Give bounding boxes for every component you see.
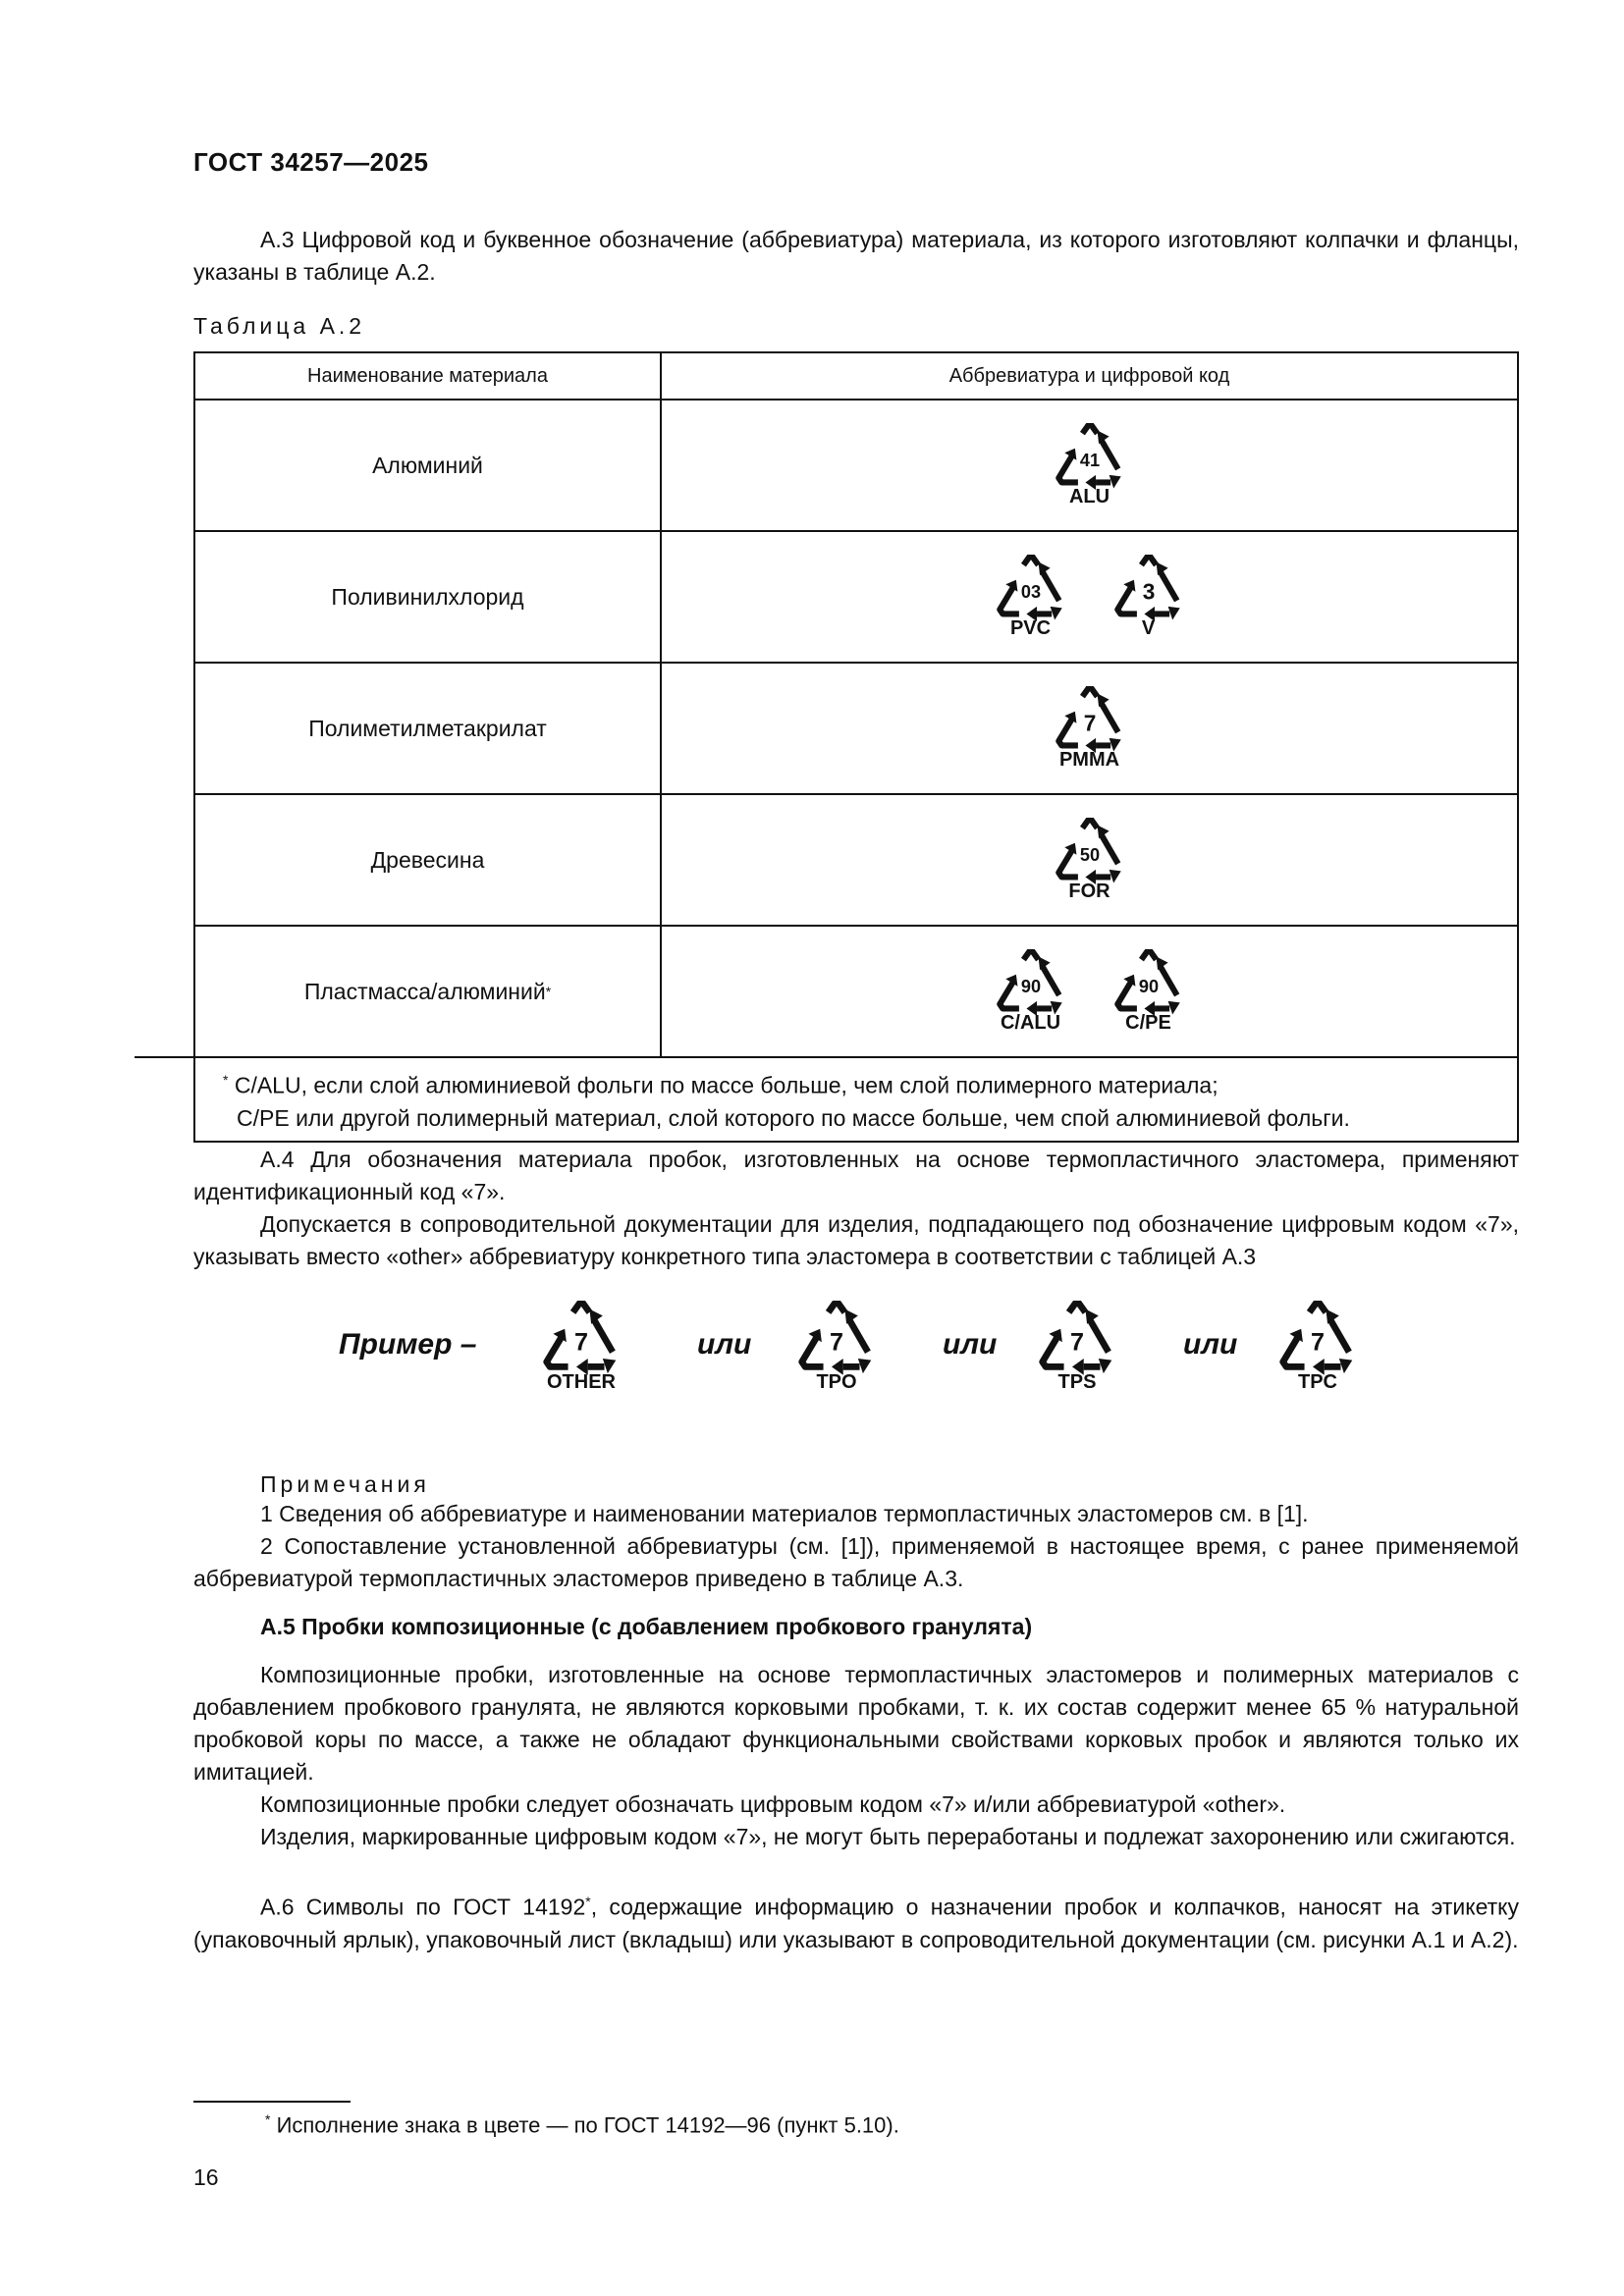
recycling-code-symbol [1053, 686, 1127, 772]
material-name-cell [195, 927, 662, 1056]
material-name: Древесина [370, 846, 485, 873]
example-code-abbreviation: TPS [1057, 1371, 1097, 1393]
column-header-material-name: Наименование материала [195, 353, 662, 399]
paragraph-a5-2: Композиционные пробки следует обозначать цифровым кодом «7» и/или аббревиатурой «other». [260, 1791, 1286, 1817]
material-name-cell [195, 400, 662, 530]
paragraph-a6 [193, 1886, 1519, 1956]
example-separator: или [943, 1328, 998, 1361]
recycling-code-symbol [1053, 423, 1127, 508]
material-name: Полиметилметакрилат [308, 715, 547, 741]
recycling-triangle-icon [540, 1301, 623, 1375]
note-2: 2 Сопоставление установленной аббревиатуры (см. [1]), применяемой в настоящее время, с ранее применяемой аббревиатурой термопластичных эластомеров приведено в таблице А.3. [193, 1533, 1519, 1591]
recycling-triangle-icon [994, 949, 1068, 1016]
paragraph-a4-allowance: Допускается в сопроводительной документации для изделия, подпадающего под обозначение цифровым кодом «7», указывать вместо «other» аббревиатуру конкретного типа эластомера в соответствии с таблицей А.3 [193, 1211, 1519, 1269]
recycling-code-abbreviation: V [1141, 616, 1156, 639]
recycling-triangle-icon [795, 1301, 878, 1375]
recycling-triangle-icon [1053, 423, 1127, 490]
recycling-code-abbreviation: FOR [1068, 880, 1110, 902]
table-footnote-line-2: C/PE или другой полимерный материал, слой которого по массе больше, чем спой алюминиевой фольги. [237, 1104, 1350, 1131]
svg-text:90: 90 [1138, 976, 1159, 996]
recycling-code-symbol [1111, 949, 1186, 1035]
paragraph-a5-1: Композиционные пробки, изготовленные на основе термопластичных эластомеров и полимерных материалов с добавлением пробкового гранулята, не являются корковыми пробками, т. к. их состав содержит менее 65 % натуральной пробковой коры по массе, а также не обладают функциональными свойствами корковых пробок и являются только их имитацией. [193, 1662, 1519, 1785]
material-code-table [193, 351, 1519, 1143]
svg-text:50: 50 [1079, 844, 1100, 865]
example-code-abbreviation: TPO [816, 1371, 857, 1393]
recycling-code-symbol [1053, 818, 1127, 903]
example-recycling-symbol [795, 1301, 878, 1394]
paragraph-a6-mark: * [585, 1894, 591, 1909]
paragraph-a6-end: , содержащие информацию о назначении пробок и колпачков, наносят на этикетку (упаковочный ярлык), упаковочный лист (вкладыш) или указывают в сопроводительной документации (см. рисунки А.1 и А.2). [193, 1894, 1519, 1952]
material-name-cell [195, 664, 662, 793]
material-name-cell [195, 532, 662, 662]
recycling-code-abbreviation: PMMA [1058, 748, 1120, 771]
footnote-divider [193, 2101, 351, 2103]
code-cell [662, 400, 1517, 530]
recycling-code-symbol [1111, 555, 1186, 640]
recycling-code-symbol [994, 949, 1068, 1035]
svg-text:90: 90 [1020, 976, 1041, 996]
recycling-triangle-icon [994, 555, 1068, 621]
notes-title: Примечания [260, 1471, 430, 1497]
table-footnote [135, 1056, 1517, 1141]
example-recycling-symbol [1276, 1301, 1359, 1394]
code-cell [662, 664, 1517, 793]
recycling-code-symbol [994, 555, 1068, 640]
paragraph-a6-start: А.6 Символы по ГОСТ 14192 [260, 1894, 586, 1920]
example-label: Пример – [339, 1328, 477, 1361]
recycling-code-abbreviation: PVC [1009, 616, 1052, 639]
table-row [195, 662, 1517, 793]
recycling-code-abbreviation: C/PE [1125, 1011, 1171, 1034]
recycling-code-abbreviation: ALU [1068, 485, 1110, 507]
page-footnote-mark: * [265, 2111, 271, 2127]
example-separator: или [1183, 1328, 1238, 1361]
svg-text:7: 7 [1310, 1328, 1326, 1357]
table-header-row [195, 353, 1517, 400]
note-1: 1 Сведения об аббревиатуре и наименовании материалов термопластичных эластомеров см. в [1]. [260, 1501, 1309, 1526]
recycling-triangle-icon [1276, 1301, 1359, 1375]
svg-text:3: 3 [1142, 577, 1155, 604]
table-row [195, 530, 1517, 662]
code-cell [662, 795, 1517, 925]
material-name: Алюминий [372, 452, 483, 478]
paragraph-a3: А.3 Цифровой код и буквенное обозначение (аббревиатура) материала, из которого изготовляют колпачки и фланцы, указаны в таблице А.2. [193, 227, 1519, 285]
svg-text:41: 41 [1079, 450, 1100, 470]
svg-text:7: 7 [829, 1328, 844, 1357]
recycling-triangle-icon [1111, 555, 1186, 621]
column-header-code: Аббревиатура и цифровой код [948, 364, 1230, 387]
example-separator: или [697, 1328, 752, 1361]
example-figure [334, 1301, 1434, 1418]
code-cell [662, 532, 1517, 662]
section-a5-title: А.5 Пробки композиционные (с добавлением пробкового гранулята) [260, 1614, 1033, 1639]
material-name-mark: * [545, 984, 552, 999]
svg-text:03: 03 [1020, 581, 1041, 602]
material-name: Пластмасса/алюминий [303, 978, 546, 1004]
code-cell [662, 927, 1517, 1056]
document-code-header: ГОСТ 34257—2025 [193, 147, 429, 177]
table-caption: Таблица А.2 [193, 313, 366, 339]
material-name: Поливинилхлорид [331, 583, 524, 610]
table-footnote-mark: * [223, 1072, 229, 1088]
paragraph-a4: А.4 Для обозначения материала пробок, изготовленных на основе термопластичного эластомера, применяют идентификационный код «7». [193, 1147, 1519, 1204]
example-recycling-symbol [1036, 1301, 1118, 1394]
recycling-triangle-icon [1111, 949, 1186, 1016]
recycling-triangle-icon [1053, 818, 1127, 884]
svg-text:7: 7 [573, 1328, 589, 1357]
table-footnote-line-1: C/ALU, если слой алюминиевой фольги по массе больше, чем слой полимерного материала; [234, 1072, 1218, 1098]
paragraph-a5-3: Изделия, маркированные цифровым кодом «7», не могут быть переработаны и подлежат захоронению или сжигаются. [260, 1824, 1516, 1849]
table-row [195, 793, 1517, 925]
recycling-triangle-icon [1053, 686, 1127, 753]
svg-text:7: 7 [1069, 1328, 1085, 1357]
table-row [195, 400, 1517, 530]
material-name-cell [195, 795, 662, 925]
svg-text:7: 7 [1083, 709, 1096, 735]
example-recycling-symbol [540, 1301, 623, 1394]
page-number: 16 [193, 2164, 219, 2190]
recycling-triangle-icon [1036, 1301, 1118, 1375]
example-code-abbreviation: OTHER [547, 1371, 616, 1393]
example-code-abbreviation: TPC [1298, 1371, 1337, 1393]
table-row [195, 925, 1517, 1056]
recycling-code-abbreviation: C/ALU [1000, 1011, 1061, 1034]
page-footnote [265, 2111, 899, 2138]
page-footnote-text: Исполнение знака в цвете — по ГОСТ 14192—96 (пункт 5.10). [270, 2112, 899, 2138]
